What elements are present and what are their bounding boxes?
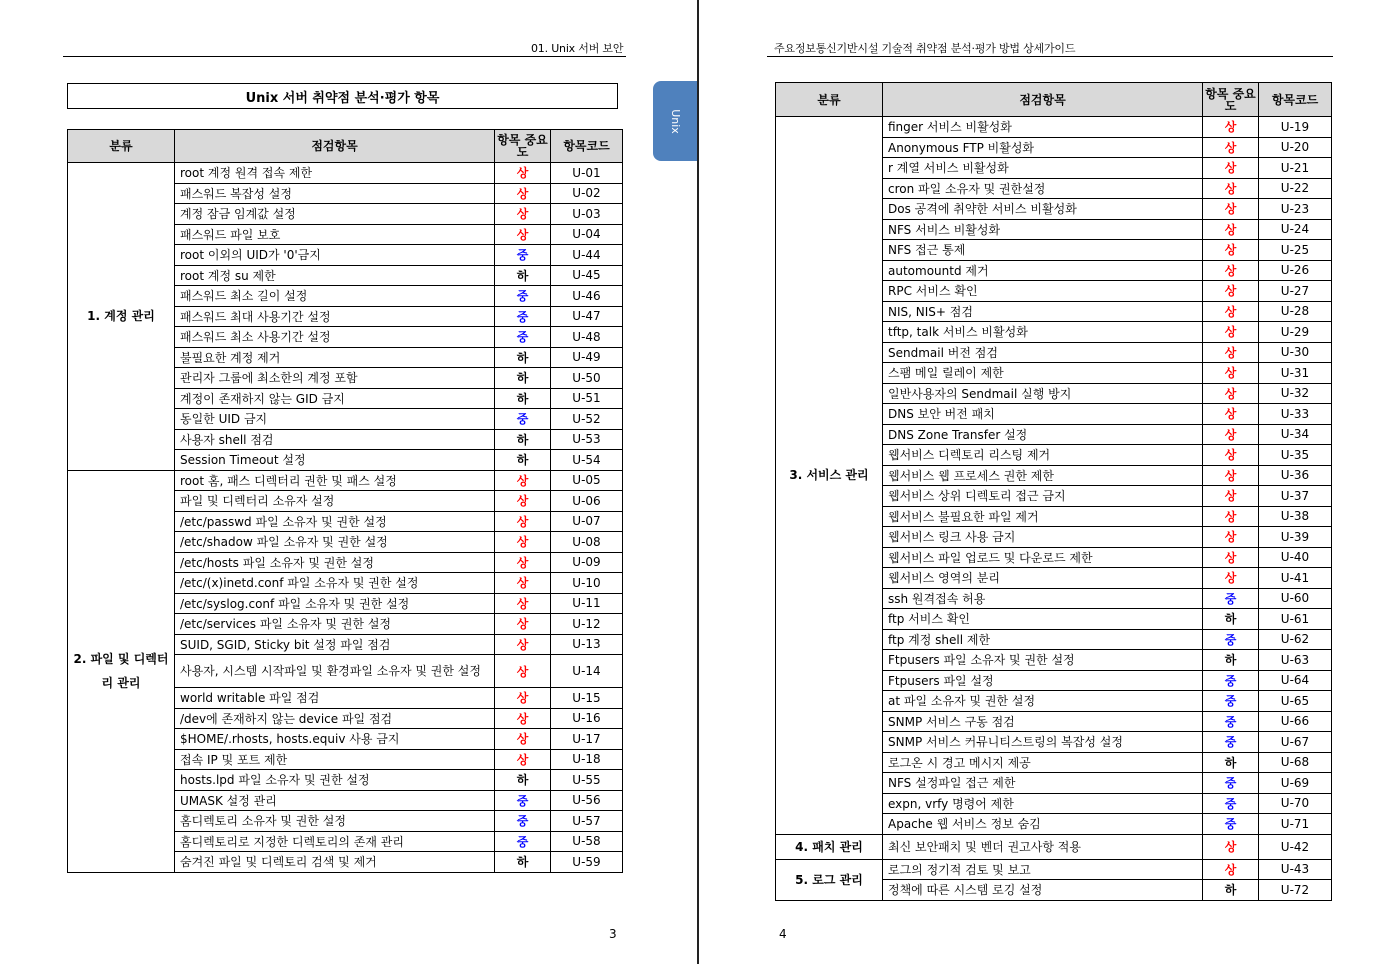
importance-cell: 하	[495, 852, 551, 873]
check-item-cell: 패스워드 복잡성 설정	[175, 183, 495, 204]
importance-cell: 상	[1203, 834, 1259, 859]
importance-cell: 상	[1203, 404, 1259, 425]
importance-cell: 상	[495, 532, 551, 553]
item-code-cell: U-28	[1259, 301, 1332, 322]
check-item-cell: Sendmail 버전 점검	[883, 342, 1203, 363]
col-header-code: 항목코드	[1259, 83, 1332, 117]
item-code-cell: U-64	[1259, 670, 1332, 691]
importance-cell: 상	[1203, 568, 1259, 589]
importance-header-label: 항목 중요도	[1205, 86, 1256, 113]
item-code-cell: U-23	[1259, 199, 1332, 220]
item-code-cell: U-65	[1259, 691, 1332, 712]
check-item-cell: SNMP 서비스 커뮤니티스트링의 복잡성 설정	[883, 732, 1203, 753]
item-code-cell: U-54	[551, 450, 623, 471]
check-item-cell: Anonymous FTP 비활성화	[883, 137, 1203, 158]
importance-cell: 상	[1203, 117, 1259, 138]
importance-cell: 상	[495, 614, 551, 635]
check-item-cell: SUID, SGID, Sticky bit 설정 파일 점검	[175, 634, 495, 655]
item-code-cell: U-57	[551, 811, 623, 832]
check-item-cell: 패스워드 최소 사용기간 설정	[175, 327, 495, 348]
col-header-category: 분류	[776, 83, 883, 117]
importance-cell: 상	[1203, 178, 1259, 199]
col-header-item: 점검항목	[883, 83, 1203, 117]
importance-cell: 상	[495, 729, 551, 750]
item-code-cell: U-61	[1259, 609, 1332, 630]
item-code-cell: U-38	[1259, 506, 1332, 527]
item-code-cell: U-09	[551, 552, 623, 573]
importance-cell: 중	[1203, 773, 1259, 794]
check-item-cell: SNMP 서비스 구동 점검	[883, 711, 1203, 732]
item-code-cell: U-42	[1259, 834, 1332, 859]
importance-cell: 상	[1203, 219, 1259, 240]
check-item-cell: ftp 서비스 확인	[883, 609, 1203, 630]
item-code-cell: U-22	[1259, 178, 1332, 199]
table-row	[776, 117, 1332, 138]
item-code-cell: U-43	[1259, 859, 1332, 880]
check-item-cell: 웹서비스 불필요한 파일 제거	[883, 506, 1203, 527]
importance-cell: 하	[1203, 650, 1259, 671]
importance-cell: 하	[495, 450, 551, 471]
importance-cell: 하	[495, 368, 551, 389]
check-item-cell: Ftpusers 파일 소유자 및 권한 설정	[883, 650, 1203, 671]
check-item-cell: 일반사용자의 Sendmail 실행 방지	[883, 383, 1203, 404]
item-code-cell: U-04	[551, 224, 623, 245]
category-cell: 5. 로그 관리	[776, 859, 883, 900]
importance-cell: 상	[1203, 859, 1259, 880]
item-code-cell: U-52	[551, 409, 623, 430]
item-code-cell: U-21	[1259, 158, 1332, 179]
importance-cell: 중	[495, 245, 551, 266]
check-item-cell: /etc/shadow 파일 소유자 및 권한 설정	[175, 532, 495, 553]
category-cell: 3. 서비스 관리	[776, 117, 883, 835]
item-code-cell: U-33	[1259, 404, 1332, 425]
check-item-cell: DNS 보안 버전 패치	[883, 404, 1203, 425]
item-code-cell: U-10	[551, 573, 623, 594]
table-row	[776, 859, 1332, 880]
table-row	[68, 163, 623, 184]
importance-cell: 상	[1203, 383, 1259, 404]
check-item-cell: 정책에 따른 시스템 로깅 설정	[883, 880, 1203, 901]
item-code-cell: U-39	[1259, 527, 1332, 548]
item-code-cell: U-41	[1259, 568, 1332, 589]
check-item-cell: r 계열 서비스 비활성화	[883, 158, 1203, 179]
importance-cell: 상	[495, 552, 551, 573]
importance-cell: 상	[495, 204, 551, 225]
check-item-cell: 접속 IP 및 포트 제한	[175, 749, 495, 770]
importance-cell: 상	[1203, 527, 1259, 548]
check-item-cell: root 이외의 UID가 '0'금지	[175, 245, 495, 266]
item-code-cell: U-71	[1259, 814, 1332, 835]
item-code-cell: U-62	[1259, 629, 1332, 650]
check-item-cell: 사용자 shell 점검	[175, 429, 495, 450]
check-item-cell: UMASK 설정 관리	[175, 790, 495, 811]
item-code-cell: U-40	[1259, 547, 1332, 568]
check-item-cell: automountd 제거	[883, 260, 1203, 281]
check-item-cell: 파일 및 디렉터리 소유자 설정	[175, 491, 495, 512]
item-code-cell: U-24	[1259, 219, 1332, 240]
check-item-cell: cron 파일 소유자 및 권한설정	[883, 178, 1203, 199]
item-code-cell: U-19	[1259, 117, 1332, 138]
item-code-cell: U-44	[551, 245, 623, 266]
importance-cell: 중	[495, 286, 551, 307]
importance-cell: 상	[495, 634, 551, 655]
check-item-cell: 웹서비스 링크 사용 금지	[883, 527, 1203, 548]
check-item-cell: 불필요한 계정 제거	[175, 347, 495, 368]
item-code-cell: U-17	[551, 729, 623, 750]
importance-cell: 상	[1203, 240, 1259, 261]
table-header-row	[776, 83, 1332, 117]
item-code-cell: U-68	[1259, 752, 1332, 773]
check-item-cell: tftp, talk 서비스 비활성화	[883, 322, 1203, 343]
importance-header-label: 항목 중요도	[497, 133, 548, 159]
check-item-cell: 숨겨진 파일 및 디렉토리 검색 및 제거	[175, 852, 495, 873]
item-code-cell: U-01	[551, 163, 623, 184]
check-item-cell: Session Timeout 설정	[175, 450, 495, 471]
check-item-cell: 관리자 그룹에 최소한의 계정 포함	[175, 368, 495, 389]
importance-cell: 상	[495, 491, 551, 512]
page-number: 3	[609, 927, 617, 941]
check-item-cell: Apache 웹 서비스 정보 숨김	[883, 814, 1203, 835]
importance-cell: 상	[495, 749, 551, 770]
item-code-cell: U-49	[551, 347, 623, 368]
importance-cell: 상	[495, 470, 551, 491]
check-item-cell: NFS 설정파일 접근 제한	[883, 773, 1203, 794]
importance-cell: 하	[495, 388, 551, 409]
check-item-cell: Dos 공격에 취약한 서비스 비활성화	[883, 199, 1203, 220]
check-item-cell: 웹서비스 상위 디렉토리 접근 금지	[883, 486, 1203, 507]
item-code-cell: U-26	[1259, 260, 1332, 281]
importance-cell: 상	[495, 183, 551, 204]
check-item-cell: 웹서비스 디렉토리 리스팅 제거	[883, 445, 1203, 466]
item-code-cell: U-27	[1259, 281, 1332, 302]
check-item-cell: 패스워드 최대 사용기간 설정	[175, 306, 495, 327]
check-item-cell: 웹서비스 영역의 분리	[883, 568, 1203, 589]
importance-cell: 상	[1203, 486, 1259, 507]
item-code-cell: U-72	[1259, 880, 1332, 901]
table-title: Unix 서버 취약점 분석·평가 항목	[67, 83, 618, 109]
check-item-cell: /etc/syslog.conf 파일 소유자 및 권한 설정	[175, 593, 495, 614]
table-row	[776, 834, 1332, 859]
importance-cell: 중	[1203, 814, 1259, 835]
importance-cell: 상	[1203, 322, 1259, 343]
importance-cell: 중	[495, 327, 551, 348]
item-code-cell: U-08	[551, 532, 623, 553]
item-code-cell: U-14	[551, 655, 623, 688]
header-rule	[767, 56, 1333, 57]
item-code-cell: U-16	[551, 708, 623, 729]
check-item-cell: 로그의 정기적 검토 및 보고	[883, 859, 1203, 880]
table-header-row	[68, 130, 623, 163]
check-item-cell: /dev에 존재하지 않는 device 파일 점검	[175, 708, 495, 729]
importance-cell: 중	[1203, 691, 1259, 712]
check-item-cell: DNS Zone Transfer 설정	[883, 424, 1203, 445]
check-item-cell: 사용자, 시스템 시작파일 및 환경파일 소유자 및 권한 설정	[175, 655, 495, 688]
col-header-importance	[1203, 83, 1259, 117]
importance-cell: 중	[1203, 629, 1259, 650]
item-code-cell: U-66	[1259, 711, 1332, 732]
left-page	[0, 0, 697, 964]
item-code-cell: U-25	[1259, 240, 1332, 261]
check-item-cell: /etc/(x)inetd.conf 파일 소유자 및 권한 설정	[175, 573, 495, 594]
check-item-cell: Ftpusers 파일 설정	[883, 670, 1203, 691]
check-item-cell: expn, vrfy 명령어 제한	[883, 793, 1203, 814]
importance-cell: 중	[1203, 711, 1259, 732]
item-code-cell: U-03	[551, 204, 623, 225]
item-code-cell: U-37	[1259, 486, 1332, 507]
item-code-cell: U-30	[1259, 342, 1332, 363]
importance-cell: 상	[495, 593, 551, 614]
check-item-cell: 웹서비스 웹 프로세스 권한 제한	[883, 465, 1203, 486]
check-item-cell: 스팸 메일 릴레이 제한	[883, 363, 1203, 384]
importance-cell: 상	[1203, 547, 1259, 568]
item-code-cell: U-02	[551, 183, 623, 204]
item-code-cell: U-47	[551, 306, 623, 327]
importance-cell: 중	[495, 306, 551, 327]
importance-cell: 중	[1203, 670, 1259, 691]
check-item-cell: /etc/passwd 파일 소유자 및 권한 설정	[175, 511, 495, 532]
importance-cell: 중	[495, 409, 551, 430]
check-item-cell: NFS 서비스 비활성화	[883, 219, 1203, 240]
item-code-cell: U-15	[551, 688, 623, 709]
check-item-cell: at 파일 소유자 및 권한 설정	[883, 691, 1203, 712]
importance-cell: 상	[495, 655, 551, 688]
importance-cell: 상	[1203, 424, 1259, 445]
check-item-cell: 동일한 UID 금지	[175, 409, 495, 430]
vulnerability-table-right	[775, 82, 1332, 901]
importance-cell: 하	[495, 265, 551, 286]
item-code-cell: U-31	[1259, 363, 1332, 384]
category-cell: 4. 패치 관리	[776, 834, 883, 859]
header-rule	[63, 56, 626, 57]
check-item-cell: 최신 보안패치 및 벤더 권고사항 적용	[883, 834, 1203, 859]
item-code-cell: U-60	[1259, 588, 1332, 609]
side-tab-label: Unix	[668, 108, 682, 134]
item-code-cell: U-05	[551, 470, 623, 491]
check-item-cell: 패스워드 최소 길이 설정	[175, 286, 495, 307]
check-item-cell: world writable 파일 점검	[175, 688, 495, 709]
importance-cell: 상	[1203, 137, 1259, 158]
importance-cell: 하	[495, 429, 551, 450]
table-row	[68, 470, 623, 491]
col-header-code: 항목코드	[551, 130, 623, 163]
importance-cell: 상	[495, 688, 551, 709]
importance-cell: 상	[1203, 281, 1259, 302]
item-code-cell: U-32	[1259, 383, 1332, 404]
check-item-cell: NIS, NIS+ 점검	[883, 301, 1203, 322]
importance-cell: 상	[495, 573, 551, 594]
section-side-tab[interactable]	[653, 81, 697, 161]
item-code-cell: U-34	[1259, 424, 1332, 445]
item-code-cell: U-50	[551, 368, 623, 389]
importance-cell: 상	[495, 708, 551, 729]
item-code-cell: U-59	[551, 852, 623, 873]
importance-cell: 하	[1203, 609, 1259, 630]
check-item-cell: 웹서비스 파일 업로드 및 다운로드 제한	[883, 547, 1203, 568]
importance-cell: 상	[1203, 363, 1259, 384]
item-code-cell: U-58	[551, 831, 623, 852]
check-item-cell: root 계정 su 제한	[175, 265, 495, 286]
col-header-importance	[495, 130, 551, 163]
item-code-cell: U-36	[1259, 465, 1332, 486]
item-code-cell: U-29	[1259, 322, 1332, 343]
importance-cell: 상	[495, 511, 551, 532]
item-code-cell: U-51	[551, 388, 623, 409]
importance-cell: 상	[495, 163, 551, 184]
item-code-cell: U-46	[551, 286, 623, 307]
importance-cell: 상	[1203, 158, 1259, 179]
importance-cell: 중	[495, 811, 551, 832]
check-item-cell: /etc/services 파일 소유자 및 권한 설정	[175, 614, 495, 635]
check-item-cell: NFS 접근 통제	[883, 240, 1203, 261]
item-code-cell: U-12	[551, 614, 623, 635]
check-item-cell: 홈디렉토리로 지정한 디렉토리의 존재 관리	[175, 831, 495, 852]
item-code-cell: U-07	[551, 511, 623, 532]
vulnerability-table-left	[67, 129, 623, 873]
check-item-cell: RPC 서비스 확인	[883, 281, 1203, 302]
col-header-category: 분류	[68, 130, 175, 163]
check-item-cell: 홈디렉토리 소유자 및 권한 설정	[175, 811, 495, 832]
item-code-cell: U-11	[551, 593, 623, 614]
item-code-cell: U-70	[1259, 793, 1332, 814]
importance-cell: 중	[495, 790, 551, 811]
item-code-cell: U-20	[1259, 137, 1332, 158]
check-item-cell: 계정 잠금 임계값 설정	[175, 204, 495, 225]
importance-cell: 상	[1203, 342, 1259, 363]
importance-cell: 상	[1203, 506, 1259, 527]
page-number: 4	[779, 927, 787, 941]
item-code-cell: U-45	[551, 265, 623, 286]
importance-cell: 하	[495, 347, 551, 368]
item-code-cell: U-35	[1259, 445, 1332, 466]
importance-cell: 상	[495, 224, 551, 245]
item-code-cell: U-18	[551, 749, 623, 770]
check-item-cell: 패스워드 파일 보호	[175, 224, 495, 245]
item-code-cell: U-48	[551, 327, 623, 348]
item-code-cell: U-63	[1259, 650, 1332, 671]
category-cell: 2. 파일 및 디렉터리 관리	[68, 470, 175, 872]
check-item-cell: 로그온 시 경고 메시지 제공	[883, 752, 1203, 773]
importance-cell: 상	[1203, 199, 1259, 220]
item-code-cell: U-53	[551, 429, 623, 450]
item-code-cell: U-55	[551, 770, 623, 791]
item-code-cell: U-13	[551, 634, 623, 655]
importance-cell: 상	[1203, 445, 1259, 466]
running-head: 주요정보통신기반시설 기술적 취약점 분석·평가 방법 상세가이드	[774, 42, 1076, 55]
importance-cell: 중	[1203, 588, 1259, 609]
importance-cell: 상	[1203, 465, 1259, 486]
importance-cell: 하	[495, 770, 551, 791]
check-item-cell: finger 서비스 비활성화	[883, 117, 1203, 138]
col-header-item: 점검항목	[175, 130, 495, 163]
check-item-cell: $HOME/.rhosts, hosts.equiv 사용 금지	[175, 729, 495, 750]
check-item-cell: root 계정 원격 접속 제한	[175, 163, 495, 184]
check-item-cell: ftp 계정 shell 제한	[883, 629, 1203, 650]
check-item-cell: /etc/hosts 파일 소유자 및 권한 설정	[175, 552, 495, 573]
importance-cell: 상	[1203, 301, 1259, 322]
check-item-cell: 계정이 존재하지 않는 GID 금지	[175, 388, 495, 409]
importance-cell: 중	[1203, 732, 1259, 753]
item-code-cell: U-67	[1259, 732, 1332, 753]
check-item-cell: ssh 원격접속 허용	[883, 588, 1203, 609]
importance-cell: 하	[1203, 880, 1259, 901]
item-code-cell: U-56	[551, 790, 623, 811]
check-item-cell: root 홈, 패스 디렉터리 권한 및 패스 설정	[175, 470, 495, 491]
category-cell: 1. 계정 관리	[68, 163, 175, 471]
importance-cell: 중	[1203, 793, 1259, 814]
importance-cell: 상	[1203, 260, 1259, 281]
importance-cell: 하	[1203, 752, 1259, 773]
running-head: 01. Unix 서버 보안	[531, 42, 624, 55]
item-code-cell: U-69	[1259, 773, 1332, 794]
check-item-cell: hosts.lpd 파일 소유자 및 권한 설정	[175, 770, 495, 791]
importance-cell: 중	[495, 831, 551, 852]
item-code-cell: U-06	[551, 491, 623, 512]
